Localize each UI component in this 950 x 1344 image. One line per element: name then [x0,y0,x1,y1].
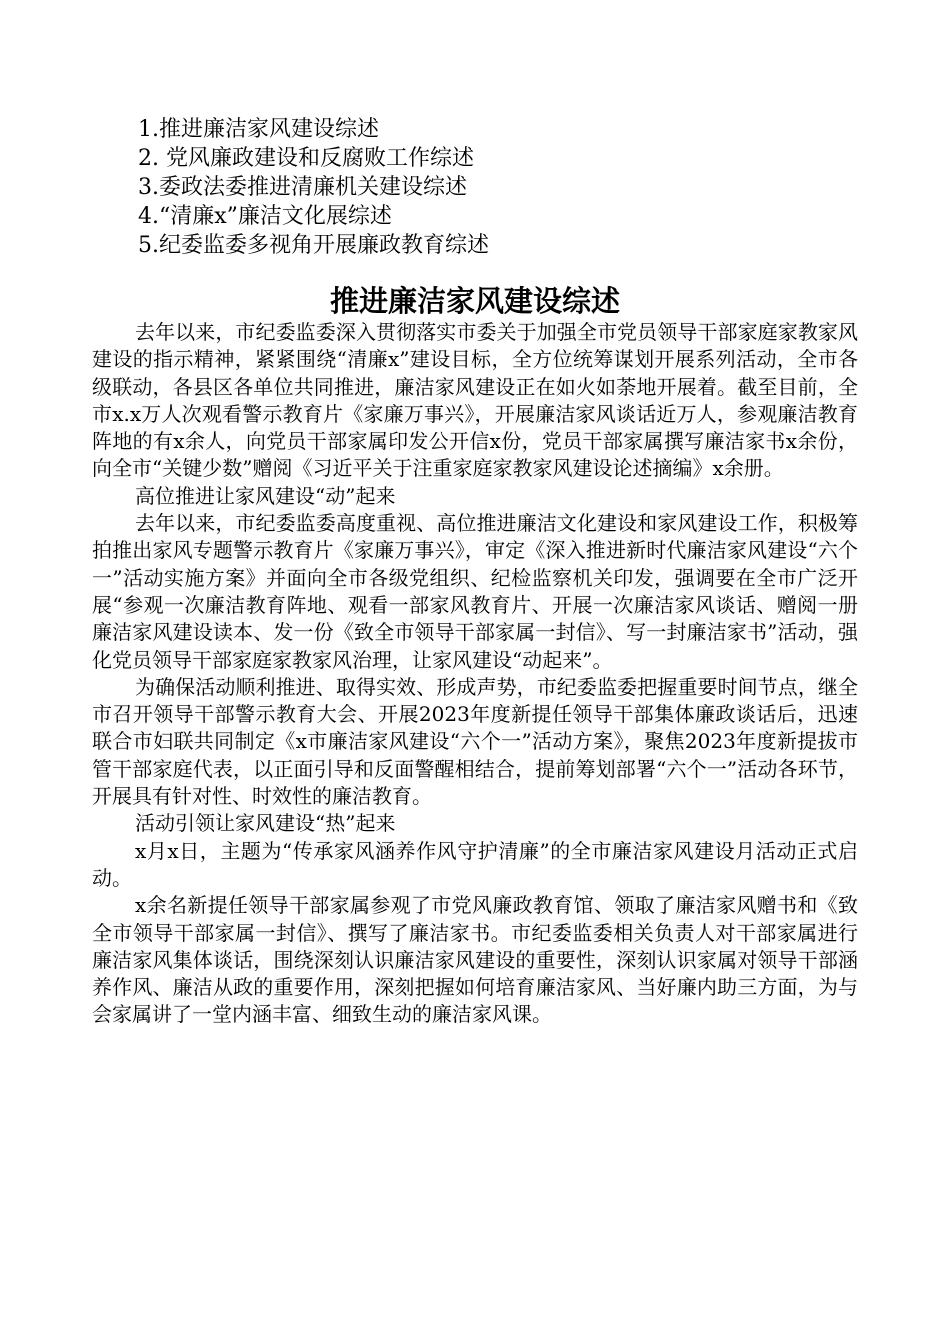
article-title: 推进廉洁家风建设综述 [329,284,620,318]
paragraph: 去年以来，市纪委监委深入贯彻落实市委关于加强全市党员领导干部家庭家教家风建设的指示精神，紧紧围绕“清廉x”建设目标，全方位统筹谋划开展系列活动，全市各级联动，各县区各单位共同推进，廉洁家风建设正在如火如荼地开展着。截至目前，全市x.x万人次观看警示教育片《家廉万事兴》，开展廉洁家风谈话近万人，参观廉洁教育阵地的有x余人，向党员干部家属印发公开信x份，党员干部家属撰写廉洁家书x余份，向全市“关键少数”赠阅《习近平关于注重家庭家教家风建设论述摘编》x余册。 [92,320,858,481]
paragraph: x月x日，主题为“传承家风涵养作风守护清廉”的全市廉洁家风建设月活动正式启动。 [92,838,858,890]
toc-item: 5.纪委监委多视角开展廉政教育综述 [138,233,489,258]
section-heading: 高位推进让家风建设“动”起来 [135,483,396,508]
paragraph: x余名新提任领导干部家属参观了市党风廉政教育馆、领取了廉洁家风赠书和《致全市领导干部家属一封信》、撰写了廉洁家书。市纪委监委相关负责人对干部家属进行廉洁家风集体谈话，围绕深刻认识廉洁家风建设的重要性，深刻认识家属对领导干部涵养作风、廉洁从政的重要作用，深刻把握如何培育廉洁家风、当好廉内助三方面，为与会家属讲了一堂内涵丰富、细致生动的廉洁家风课。 [92,893,858,1027]
paragraph: 去年以来，市纪委监委高度重视、高位推进廉洁文化建设和家风建设工作，积极筹拍推出家风专题警示教育片《家廉万事兴》，审定《深入推进新时代廉洁家风建设“六个一”活动实施方案》并面向全市各级党组织、纪检监察机关印发，强调要在全市广泛开展“参观一次廉洁教育阵地、观看一部家风教育片、开展一次廉洁家风谈话、赠阅一册廉洁家风建设读本、发一份《致全市领导干部家属一封信》、写一封廉洁家书”活动，强化党员领导干部家庭家教家风治理，让家风建设“动起来”。 [92,511,858,672]
toc-item: 2. 党风廉政建设和反腐败工作综述 [138,146,474,171]
toc-item: 1.推进廉洁家风建设综述 [138,117,379,142]
paragraph: 为确保活动顺利推进、取得实效、形成声势，市纪委监委把握重要时间节点，继全市召开领导干部警示教育大会、开展2023年度新提任领导干部集体廉政谈话后，迅速联合市妇联共同制定《x市廉洁家风建设“六个一”活动方案》，聚焦2023年度新提拔市管干部家庭代表，以正面引导和反面警醒相结合，提前筹划部署“六个一”活动各环节，开展具有针对性、时效性的廉洁教育。 [92,674,858,809]
toc-item: 4.“清廉x”廉洁文化展综述 [138,204,392,229]
section-heading: 活动引领让家风建设“热”起来 [135,811,396,836]
article-body [92,319,858,1029]
table-of-contents [138,115,489,260]
toc-item: 3.委政法委推进清廉机关建设综述 [138,175,467,200]
